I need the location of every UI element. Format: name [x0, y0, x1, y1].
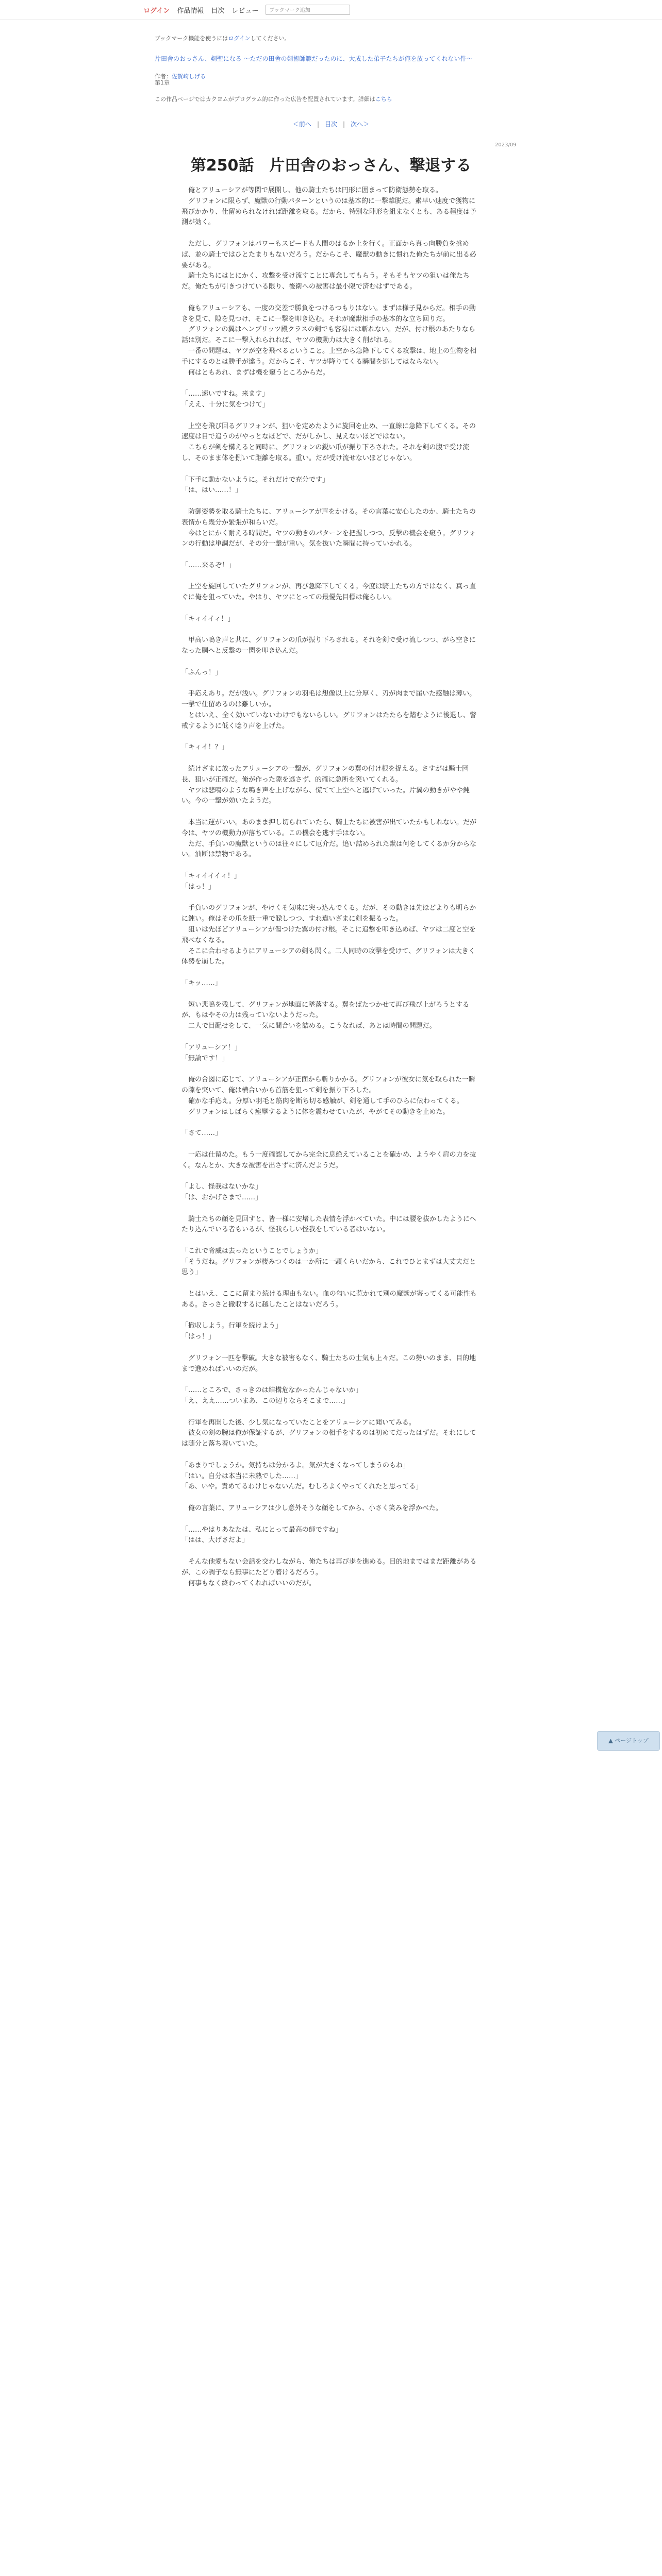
paragraph: 狙いは先ほどアリューシアが傷つけた翼の付け根。そこに追撃を叩き込めば、ヤツは二度と空を飛べなくなる。 — [181, 925, 476, 944]
paragraph: 確かな手応え。分厚い羽毛と筋肉を断ち切る感触が、剣を通して手のひらに伝わってくる。 — [188, 1097, 464, 1105]
paragraph: そこに合わせるようにアリューシアの剣も閃く。二人同時の攻撃を受けて、グリフォンは大きく体勢を崩した。 — [181, 947, 475, 966]
ad-note-text: この作品ページではカクヨムがプログラム的に作った広告を配置されています。詳細は — [155, 96, 375, 103]
blank-line — [181, 860, 481, 871]
blank-line — [181, 1235, 481, 1246]
paragraph: 「……速いですね。来ます」 — [181, 390, 269, 398]
paragraph: 手負いのグリフォンが、やけくそ気味に突っ込んでくる。だが、その動きは先ほどよりも明らかに鈍い。俺はその爪を紙一重で躱しつつ、すれ違いざまに剣を振るった。 — [181, 904, 476, 923]
chapter-title: 第250話 片田舎のおっさん、撃退する — [190, 157, 472, 175]
paragraph: 二人で目配せをして、一気に間合いを詰める。こうなれば、あとは時間の問題だ。 — [188, 1022, 436, 1030]
paragraph: 続けざまに放ったアリューシアの一撃が、グリフォンの翼の付け根を捉える。さすがは騎士団長、狙いが正確だ。俺が作った隙を逃さず、的確に急所を突いてくれる。 — [181, 765, 469, 784]
nav-item-info[interactable]: 作品情報 — [177, 7, 204, 15]
blank-line — [181, 1032, 481, 1043]
paragraph: 「キィイイィ！」 — [181, 615, 235, 623]
blank-line — [181, 293, 481, 303]
nav-item-review[interactable]: レビュー — [231, 7, 259, 15]
paragraph: 「キッ……」 — [181, 979, 222, 987]
paragraph: 俺とアリューシアが等閑で展開し、他の騎士たちは円形に囲まって防衛態勢を取る。 — [188, 187, 442, 194]
blank-line — [181, 1343, 481, 1353]
login-link[interactable]: ログイン — [143, 7, 170, 15]
blank-line — [181, 1139, 481, 1150]
paragraph: 彼女の剣の腕は俺が保証するが、グリフォンの相手をするのは初めてだったはずだ。それにしては随分と落ち着いていた。 — [181, 1429, 476, 1448]
login-notice — [155, 34, 290, 42]
blank-line — [181, 1450, 481, 1461]
blank-line — [181, 679, 481, 689]
blank-line — [181, 603, 481, 614]
post-date: 2023/09 — [495, 142, 517, 148]
blank-line — [181, 657, 481, 668]
blank-line — [181, 1171, 481, 1182]
blank-line — [181, 378, 481, 389]
notice-prefix: ブックマーク機能を使うには — [155, 35, 228, 42]
paragraph: こちらが剣を構えると同時に、グリフォンの鋭い爪が振り下ろされた。それを剣の腹で受け流し、そのまま体を捌いて距離を取る。重い。だが受け流せないほどじゃない。 — [181, 444, 470, 462]
blank-line — [181, 1278, 481, 1289]
blank-line — [181, 625, 481, 636]
blank-line — [181, 1514, 481, 1525]
paragraph: 俺もアリューシアも、一度の交差で勝負をつけるつもりはない。まずは様子見からだ。相手の動きを見て、隙を見つけ、そこに一撃を叩き込む。それが魔獣相手の基本的な立ち回りだ。 — [181, 304, 476, 323]
blank-line — [181, 571, 481, 582]
blank-line — [181, 1204, 481, 1214]
prev-link[interactable]: ＜前へ — [292, 121, 311, 128]
paragraph: 「はっ！」 — [181, 883, 216, 891]
blank-line — [181, 1407, 481, 1418]
paragraph: 上空を旋回していたグリフォンが、再び急降下してくる。今度は騎士たちの方ではなく、真っ直ぐに俺を狙っていた。やはり、ヤツにとっての最優先目標は俺らしい。 — [181, 583, 476, 602]
ad-note — [155, 95, 392, 103]
series-title-link[interactable]: 片田舎のおっさん、剣聖になる ～ただの田舎の剣術師範だったのに、大成した弟子たちが俺を放ってくれない件～ — [155, 55, 473, 62]
paragraph: 「さて……」 — [181, 1129, 222, 1138]
paragraph: 「はっ！」 — [181, 1333, 216, 1341]
paragraph: 「キィイ！？」 — [181, 743, 228, 752]
blank-line — [181, 893, 481, 904]
blank-line — [181, 807, 481, 818]
paragraph: とはいえ、ここに留まり続ける理由もない。血の匂いに惹かれて別の魔獣が寄ってくる可能性もある。さっさと撤収するに越したことはないだろう。 — [181, 1290, 477, 1309]
paragraph: 「ふんっ！」 — [181, 668, 222, 676]
author-label: 作者： — [155, 73, 172, 80]
paragraph: 「……来るぞ！」 — [181, 561, 236, 569]
nav-item-toc[interactable]: 目次 — [211, 7, 225, 15]
blank-line — [181, 411, 481, 421]
paragraph: ただ、手負いの魔獣というのは往々にして厄介だ。追い詰められた獣は何をしてくるか分からない。油断は禁物である。 — [181, 840, 477, 859]
paragraph: 「そうだね。グリフォンが棲みつくのは一か所に一頭くらいだから、これでひとまずは大丈夫だと思う」 — [181, 1258, 476, 1277]
paragraph: 「……ところで、さっきのは結構危なかったんじゃないか」 — [181, 1386, 362, 1395]
paragraph: 騎士たちにはとにかく、攻撃を受け流すことに専念してもらう。そもそもヤツの狙いは俺たちだ。俺たちが引きつけている限り、後衛への被害は最小限で済むはずである。 — [181, 272, 470, 291]
ad-note-link[interactable]: こちら — [375, 96, 392, 103]
paragraph: グリフォンはしばらく痙攣するように体を震わせていたが、やがてその動きを止めた。 — [188, 1108, 450, 1116]
paragraph: 「は、はい……！」 — [181, 486, 242, 495]
paragraph: グリフォンの翼はヘンブリッツ殿クラスの剣でも容易には斬れない。だが、付け根のあたりなら話は別だ。そこに一撃入れられれば、ヤツの機動力は大きく削がれる。 — [181, 326, 475, 345]
episode-count: 第1章 — [155, 79, 170, 86]
blank-line — [181, 968, 481, 978]
blank-line — [181, 464, 481, 475]
blank-line — [181, 496, 481, 507]
blank-line — [181, 732, 481, 743]
paragraph: 「あまりでしょうか。気持ちは分かるよ。気が大きくなってしまうのもね」 — [181, 1461, 410, 1469]
paragraph: 本当に運がいい。あのまま押し切られていたら、騎士たちに被害が出ていたかもしれない。だが今は、ヤツの機動力が落ちている。この機会を逃す手はない。 — [181, 819, 477, 837]
paragraph: 「ええ、十分に気をつけて」 — [181, 400, 269, 409]
paragraph: そんな他愛もない会話を交わしながら、俺たちは再び歩を進める。目的地まではまだ距離があるが、この調子なら無事にたどり着けるだろう。 — [181, 1558, 477, 1577]
paragraph: とはいえ、全く効いていないわけでもないらしい。グリフォンはたたらを踏むように後退し、警戒するように低く唸り声を上げた。 — [181, 711, 477, 730]
pager-top: ＜前へ | 目次 | 次へ＞ — [292, 121, 370, 128]
blank-line — [181, 753, 481, 764]
next-link[interactable]: 次へ＞ — [351, 121, 370, 128]
blank-line — [181, 1375, 481, 1385]
top-nav-inner — [143, 5, 350, 15]
blank-line — [181, 1311, 481, 1321]
paragraph: グリフォンに限らず、魔獣の行動パターンというのは基本的に一撃離脱だ。素早い速度で獲物に飛びかかり、仕留められなければ距離を取る。だから、特別な陣形を組まなくとも、ある程度は予測が効く。 — [181, 197, 477, 227]
paragraph: 「よし、怪我はないかな」 — [181, 1183, 262, 1191]
bookmark-button[interactable]: ブックマーク追加 — [266, 5, 350, 15]
notice-login-link[interactable]: ログイン — [228, 35, 251, 42]
blank-line — [181, 989, 481, 1000]
paragraph: 「は、おかげさまで……」 — [181, 1193, 262, 1201]
paragraph: 「アリューシア！」 — [181, 1043, 241, 1052]
paragraph: 防御姿勢を取る騎士たちに、アリューシアが声をかける。その言葉に安心したのか、騎士たちの表情から幾分か緊張が和らいだ。 — [181, 507, 476, 527]
paragraph: 「あ、いや。責めてるわけじゃないんだ。むしろよくやってくれたと思ってる」 — [181, 1483, 423, 1491]
paragraph: 今はとにかく耐える時間だ。ヤツの動きのパターンを把握しつつ、反撃の機会を窺う。グリフォンの行動は単調だが、その分一撃が重い。気を抜いた瞬間に持っていかれる。 — [181, 529, 476, 548]
paragraph: 行軍を再開した後、少し気になっていたことをアリューシアに聞いてみる。 — [188, 1418, 416, 1427]
paragraph: 「無論です！」 — [181, 1054, 229, 1062]
paragraph: 「……やはりあなたは、私にとって最高の師ですね」 — [181, 1526, 342, 1534]
paragraph: 上空を飛び回るグリフォンが、狙いを定めたように旋回を止め、一直線に急降下してくる。その速度は目で追うのがやっとなほどで、だがしかし、見えないほどではない。 — [181, 422, 476, 441]
paragraph: 一番の問題は、ヤツが空を飛べるということ。上空から急降下してくる攻撃は、地上の生物を相手にするのとは勝手が違う。だからこそ、ヤツが降りてくる瞬間を逃してはならない。 — [181, 347, 477, 366]
blank-line — [181, 1064, 481, 1075]
paragraph: 騎士たちの顔を見回すと、皆一様に安堵した表情を浮かべていた。中には腰を抜かしたようにへたり込んでいる者もいるが、怪我らしい怪我をしている者はいない。 — [181, 1215, 476, 1234]
paragraph: ヤツは悲鳴のような鳴き声を上げながら、慌てて上空へと逃げていった。片翼の動きがやや鈍い。今の一撃が効いたようだ。 — [181, 786, 470, 805]
author-link[interactable]: 佐賀崎しげる — [172, 73, 206, 80]
paragraph: 何はともあれ、まずは機を窺うところからだ。 — [188, 368, 329, 377]
paragraph: 一応は仕留めた。もう一度確認してから完全に息絶えていることを確かめ、ようやく肩の力を抜く。なんとか、大きな被害を出さずに済んだようだ。 — [181, 1150, 476, 1170]
paragraph: グリフォン一匹を撃破。大きな被害もなく、騎士たちの士気も上々だ。この勢いのまま、目的地まで進めればいいのだが。 — [181, 1354, 476, 1373]
notice-suffix: してください。 — [250, 35, 290, 42]
top-nav — [0, 0, 662, 20]
paragraph: 俺の合図に応じて、アリューシアが正面から斬りかかる。グリフォンが彼女に気を取られた一瞬の隙を突いて、俺は横合いから首筋を狙って剣を振り下ろした。 — [181, 1076, 475, 1094]
blank-line — [181, 1117, 481, 1128]
paragraph: 「撤収しよう。行軍を続けよう」 — [181, 1322, 283, 1330]
side-nav-button[interactable]: ▲ ページトップ — [597, 1731, 660, 1751]
paragraph: 「これで脅威は去ったということでしょうか」 — [181, 1247, 323, 1255]
paragraph: 俺の言葉に、アリューシアは少し意外そうな顔をしてから、小さく笑みを浮かべた。 — [188, 1504, 442, 1513]
chapter-body — [181, 185, 481, 1589]
paragraph: 手応えあり。だが浅い。グリフォンの羽毛は想像以上に分厚く、刃が肉まで届いた感触は薄い。一撃で仕留めるのは難しいか。 — [181, 690, 476, 709]
blank-line — [181, 228, 481, 239]
paragraph: ただし、グリフォンはパワーもスピードも人間のはるか上を行く。正面から真っ向勝負を挑めば、並の騎士ではひとたまりもないだろう。だからこそ、魔獣の動きに慣れた俺たちが前に出る必要がある。 — [181, 240, 476, 269]
paragraph: 何事もなく終わってくれればいいのだが。 — [188, 1579, 316, 1587]
paragraph: 「キィイイイィ！」 — [181, 872, 241, 880]
paragraph: 「下手に動かないように。それだけで充分です」 — [181, 476, 329, 484]
paragraph: 「え、ええ……ついまあ、この辺りならそこまで……」 — [181, 1397, 350, 1405]
blank-line — [181, 1493, 481, 1503]
toc-link[interactable]: 目次 — [324, 121, 337, 128]
paragraph: 甲高い鳴き声と共に、グリフォンの爪が振り下ろされる。それを剣で受け流しつつ、がら空きになった胴へと反撃の一閃を叩き込んだ。 — [181, 636, 476, 655]
paragraph: 「はは、大げさだよ」 — [181, 1536, 249, 1545]
blank-line — [181, 550, 481, 561]
blank-line — [181, 1546, 481, 1557]
paragraph: 短い悲鳴を残して、グリフォンが地面に墜落する。翼をばたつかせて再び飛び上がろうとするが、もはやその力は残っていないようだった。 — [181, 1001, 470, 1020]
paragraph: 「はい。自分は本当に未熟でした……」 — [181, 1472, 303, 1480]
